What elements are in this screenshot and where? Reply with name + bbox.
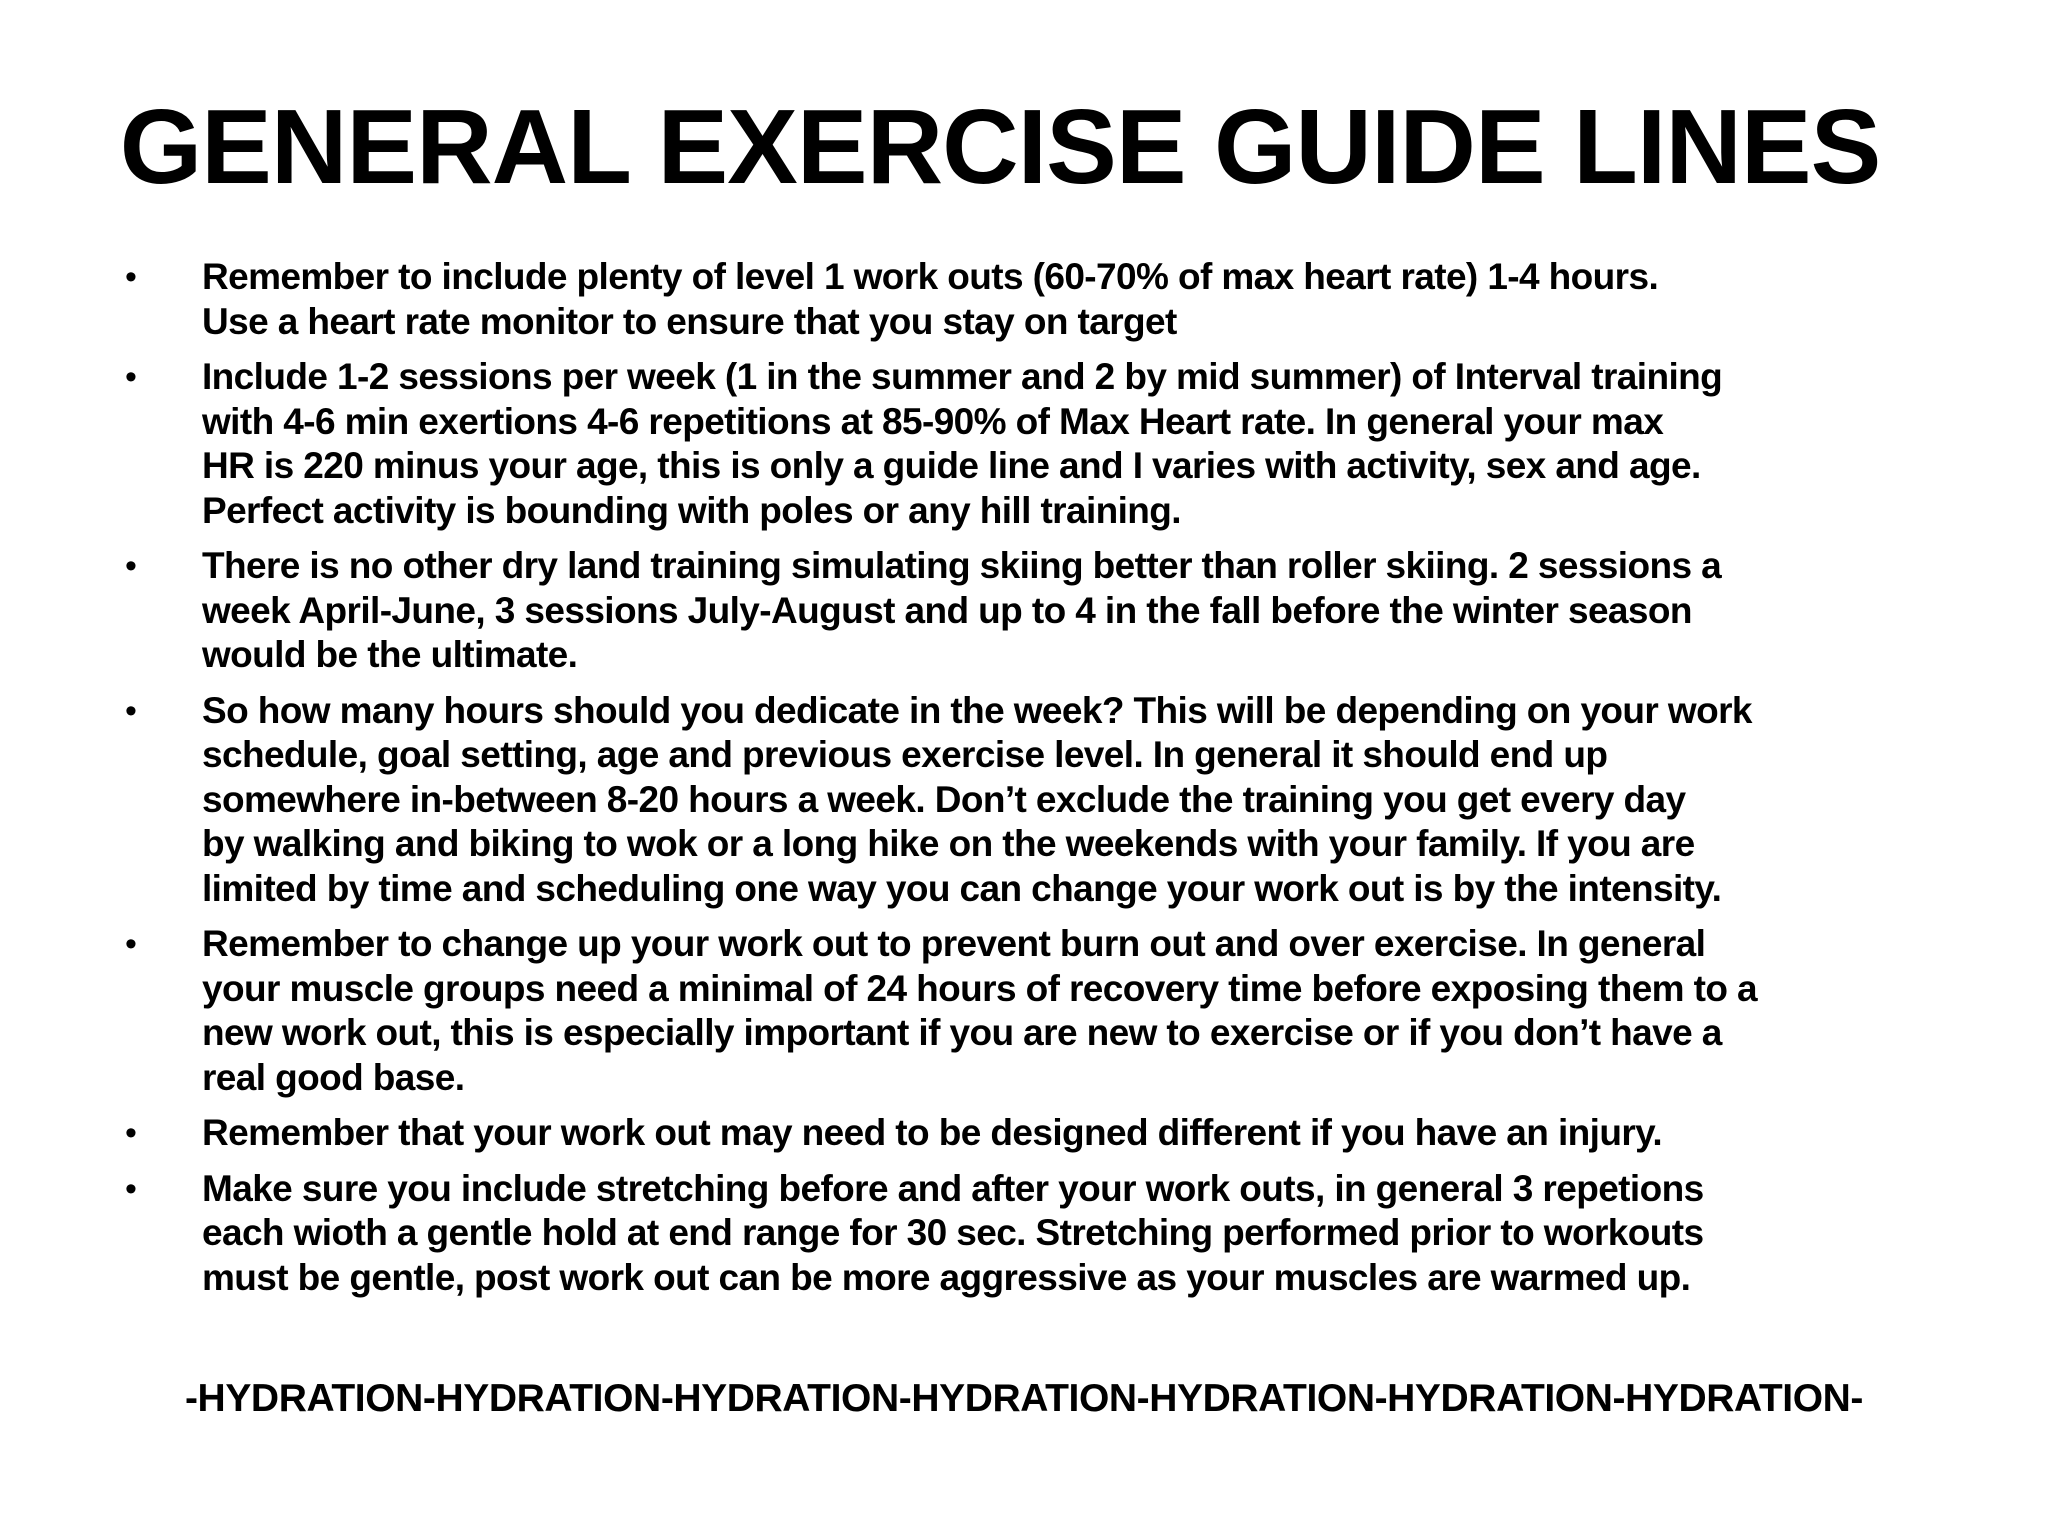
bullet-text-line: So how many hours should you dedicate in the week? This will be depending on your work	[202, 689, 1752, 731]
bullet-text-line: Use a heart rate monitor to ensure that you stay on target	[202, 300, 1177, 342]
bullet-text-line: limited by time and scheduling one way you can change your work out is by the intensity.	[202, 867, 1722, 909]
bullet-text-line: week April-June, 3 sessions July-August and up to 4 in the fall before the winter season	[202, 589, 1692, 631]
bullet-text-line: new work out, this is especially important if you are new to exercise or if you don’t have a	[202, 1012, 1722, 1053]
bullet-text-line: Perfect activity is bounding with poles or any hill training.	[202, 489, 1181, 531]
bullet-dot-icon: •	[125, 1169, 137, 1208]
hydration-footer: -HYDRATION-HYDRATION-HYDRATION-HYDRATION-HYDRATION-HYDRATION-HYDRATION-	[184, 1377, 1864, 1420]
bullet-text-line: somewhere in-between 8-20 hours a week. Don’t exclude the training you get every day	[202, 778, 1686, 820]
bullet-text-line: real good base.	[202, 1056, 465, 1098]
bullet-text-line: schedule, goal setting, age and previous exercise level. In general it should end up	[202, 734, 1608, 775]
bullet-dot-icon: •	[125, 925, 137, 963]
bullet-item	[120, 689, 1960, 912]
bullet-dot-icon: •	[125, 547, 137, 585]
bullet-text-line: by walking and biking to wok or a long hike on the weekends with your family. If you are	[202, 823, 1695, 864]
bullet-text-line: Remember to include plenty of level 1 work outs (60-70% of max heart rate) 1-4 hours.	[202, 256, 1659, 297]
bullet-dot-icon: •	[125, 1114, 137, 1152]
bullet-text-line: with 4-6 min exertions 4-6 repetitions at 85-90% of Max Heart rate. In general your max	[202, 400, 1664, 442]
bullet-text-line: Make sure you include stretching before and after your work outs, in general 3 repetions	[202, 1167, 1704, 1209]
bullet-text-line: must be gentle, post work out can be more aggressive as your muscles are warmed up.	[202, 1256, 1691, 1298]
bullet-text-line: each wioth a gentle hold at end range for 30 sec. Stretching performed prior to workouts	[202, 1212, 1704, 1253]
page-title: GENERAL EXERCISE GUIDE LINES	[119, 88, 1881, 206]
bullet-item	[120, 1111, 1960, 1156]
bullet-text-line: Remember to change up your work out to prevent burn out and over exercise. In general	[202, 923, 1706, 964]
bullet-item	[120, 922, 1960, 1100]
bullet-text-line: There is no other dry land training simulating skiing better than roller skiing. 2 sessions a	[202, 545, 1722, 586]
bullet-text-line: Include 1-2 sessions per week (1 in the summer and 2 by mid summer) of Interval training	[202, 356, 1723, 397]
bullet-dot-icon: •	[125, 358, 137, 396]
bullet-text-line: HR is 220 minus your age, this is only a guide line and I varies with activity, sex and age.	[202, 445, 1701, 486]
bullet-item	[120, 544, 1960, 678]
bullet-text-line: Remember that your work out may need to be designed different if you have an injury.	[202, 1112, 1663, 1153]
bullet-list	[120, 255, 1960, 1311]
bullet-dot-icon: •	[125, 258, 137, 296]
bullet-text-line: would be the ultimate.	[202, 634, 578, 675]
bullet-item	[120, 255, 1960, 344]
bullet-dot-icon: •	[125, 691, 137, 730]
bullet-text-line: your muscle groups need a minimal of 24 hours of recovery time before exposing them to a	[202, 967, 1758, 1009]
bullet-item	[120, 1167, 1960, 1301]
bullet-item	[120, 355, 1960, 533]
